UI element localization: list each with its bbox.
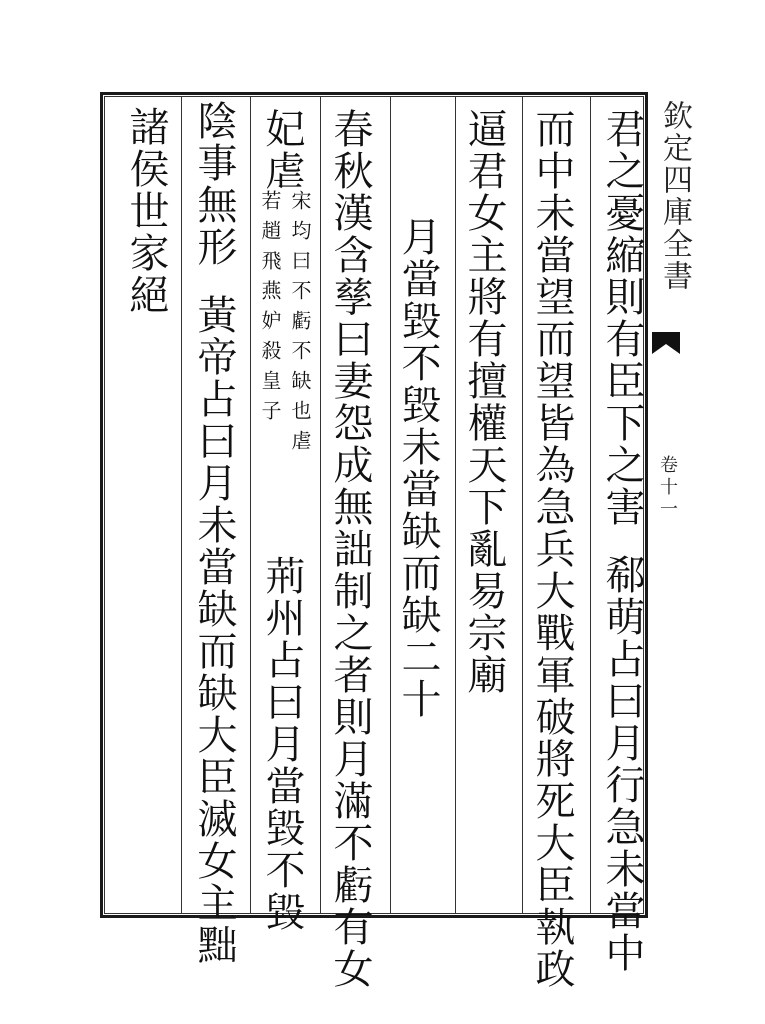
fish-tail-mark xyxy=(650,330,682,356)
text-segment: 黃帝占曰月未當缺而缺大臣滅女主黜 xyxy=(191,294,237,966)
text-column-8 xyxy=(123,106,169,316)
text-segment: 逼君女主將有擅權天下亂易宗廟 xyxy=(461,108,507,696)
text-column-6 xyxy=(259,108,305,192)
annotation-line-1: 宋均曰不虧不缺也虐 xyxy=(288,190,312,460)
text-column-5 xyxy=(327,108,373,990)
text-segment: 春秋漢含孳曰妻怨成無詘制之者則月滿不虧有女 xyxy=(327,108,373,990)
column-rule xyxy=(590,96,591,914)
text-column-6-cont xyxy=(259,555,305,933)
text-column-3 xyxy=(461,108,507,696)
text-segment: 諸侯世家絕 xyxy=(123,106,169,316)
text-segment: 妃虐 xyxy=(259,108,305,192)
text-column-7 xyxy=(191,100,237,966)
volume-number: 卷十一 xyxy=(657,455,678,521)
text-segment: 而中未當望而望皆為急兵大戰軍破將死大臣執政 xyxy=(529,108,575,990)
text-segment: 郗萌占曰月行急未當中 xyxy=(599,554,645,974)
column-rule xyxy=(320,96,321,914)
column-rule xyxy=(455,96,456,914)
text-segment: 陰事無形 xyxy=(191,100,237,268)
column-rule xyxy=(250,96,251,914)
text-column-2 xyxy=(529,108,575,990)
text-column-4 xyxy=(395,216,441,720)
annotation-line-2: 若趙飛燕妒殺皇子 xyxy=(258,190,282,430)
text-segment: 荊州占曰月當毀不毀 xyxy=(259,555,305,933)
book-title: 欽定四庫全書 xyxy=(657,100,692,292)
text-segment: 月當毀不毀未當缺而缺二十 xyxy=(395,216,441,720)
column-rule xyxy=(390,96,391,914)
text-column-1 xyxy=(599,108,645,974)
column-rule xyxy=(522,96,523,914)
column-rule xyxy=(181,96,182,914)
text-segment: 君之憂縮則有臣下之害 xyxy=(599,108,645,528)
